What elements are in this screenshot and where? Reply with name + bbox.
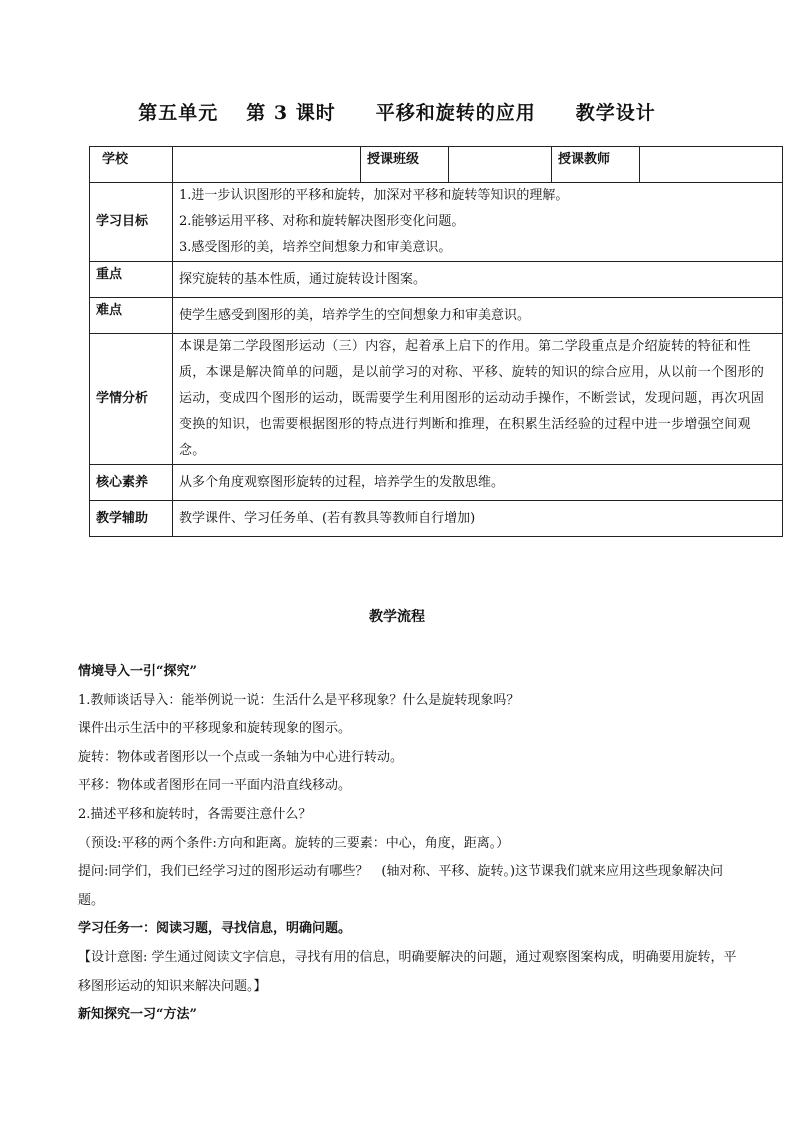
title-topic: 平移和旋转的应用 bbox=[375, 102, 536, 124]
goal-item: 3.感受图形的美，培养空间想象力和审美意识。 bbox=[179, 240, 452, 255]
paragraph: 课件出示生活中的平移现象和旋转现象的图示。 bbox=[78, 721, 352, 737]
info-table bbox=[89, 146, 783, 537]
table-row bbox=[90, 262, 783, 298]
goals-label: 学习目标 bbox=[90, 183, 173, 262]
key-value: 探究旋转的基本性质，通过旋转设计图案。 bbox=[173, 262, 783, 298]
core-value: 从多个角度观察图形旋转的过程，培养学生的发散思维。 bbox=[173, 465, 783, 501]
teacher-value bbox=[640, 147, 783, 183]
paragraph: 旋转：物体或者图形以一个点或一条轴为中心进行转动。 bbox=[78, 749, 404, 765]
aids-value: 教学课件、学习任务单、(若有教具等教师自行增加) bbox=[173, 501, 783, 537]
table-row bbox=[90, 183, 783, 262]
table-row bbox=[90, 298, 783, 334]
difficulty-value: 使学生感受到图形的美，培养学生的空间想象力和审美意识。 bbox=[173, 298, 783, 334]
table-row bbox=[90, 147, 783, 183]
flow-title: 教学流程 bbox=[369, 609, 425, 625]
section-heading: 情境导入一引“探究” bbox=[78, 664, 197, 679]
school-label: 学校 bbox=[102, 152, 129, 167]
table-row bbox=[90, 334, 783, 465]
class-value bbox=[449, 147, 552, 183]
title-lesson: 第 3 课时 bbox=[246, 102, 336, 124]
school-value bbox=[173, 147, 361, 183]
section-heading: 新知探究一习“方法” bbox=[78, 1007, 197, 1023]
paragraph: 1.教师谈话导入：能举例说一说：生活什么是平移现象？什么是旋转现象吗？ bbox=[78, 692, 520, 708]
class-label: 授课班级 bbox=[361, 147, 449, 183]
goal-item: 1.进一步认识图形的平移和旋转，加深对平移和旋转等知识的理解。 bbox=[179, 188, 569, 203]
analysis-value: 本课是第二学段图形运动（三）内容，起着承上启下的作用。第二学段重点是介绍旋转的特征和性质，本课是解决简单的问题，是以前学习的对称、平移、旋转的知识的综合应用，从以前一个图形的运动，变成四个图形的运动，既需要学生利用图形的运动动手操作，不断尝试，发现问题，再次巩固变换的知识，也需要根据图形的特点进行判断和推理，在积累生活经验的过程中进一步增强空间观念。 bbox=[173, 334, 783, 465]
paragraph: 提问:同学们，我们已经学习过的图形运动有哪些？ (轴对称、平移、旋转。)这节课我们就来应用这些现象解决问题。 bbox=[78, 864, 724, 908]
school-label-cell bbox=[90, 147, 173, 183]
table-row bbox=[90, 465, 783, 501]
aids-label: 教学辅助 bbox=[90, 501, 173, 537]
goal-item: 2.能够运用平移、对称和旋转解决图形变化问题。 bbox=[179, 214, 465, 229]
key-label: 重点 bbox=[90, 262, 173, 298]
flow-body bbox=[78, 658, 748, 1030]
core-label: 核心素养 bbox=[90, 465, 173, 501]
paragraph: （预设:平移的两个条件:方向和距离。旋转的三要素：中心，角度，距离。） bbox=[78, 835, 510, 851]
title-type: 教学设计 bbox=[575, 102, 656, 124]
paragraph: 2.描述平移和旋转时，各需要注意什么？ bbox=[78, 806, 312, 822]
difficulty-label: 难点 bbox=[90, 298, 173, 334]
analysis-label: 学情分析 bbox=[90, 334, 173, 465]
paragraph: 平移：物体或者图形在同一平面内沿直线移动。 bbox=[78, 778, 352, 794]
teacher-label: 授课教师 bbox=[552, 147, 640, 183]
title-unit: 第五单元 bbox=[138, 102, 219, 124]
page-title bbox=[0, 98, 794, 125]
table-row bbox=[90, 501, 783, 537]
goals-cell bbox=[173, 183, 783, 262]
task-heading: 学习任务一：阅读习题，寻找信息，明确问题。 bbox=[78, 921, 352, 937]
design-intent: 【设计意图: 学生通过阅读文字信息，寻找有用的信息，明确要解决的问题，通过观察图案构成，明确要用旋转，平移图形运动的知识来解决问题。】 bbox=[78, 949, 737, 994]
